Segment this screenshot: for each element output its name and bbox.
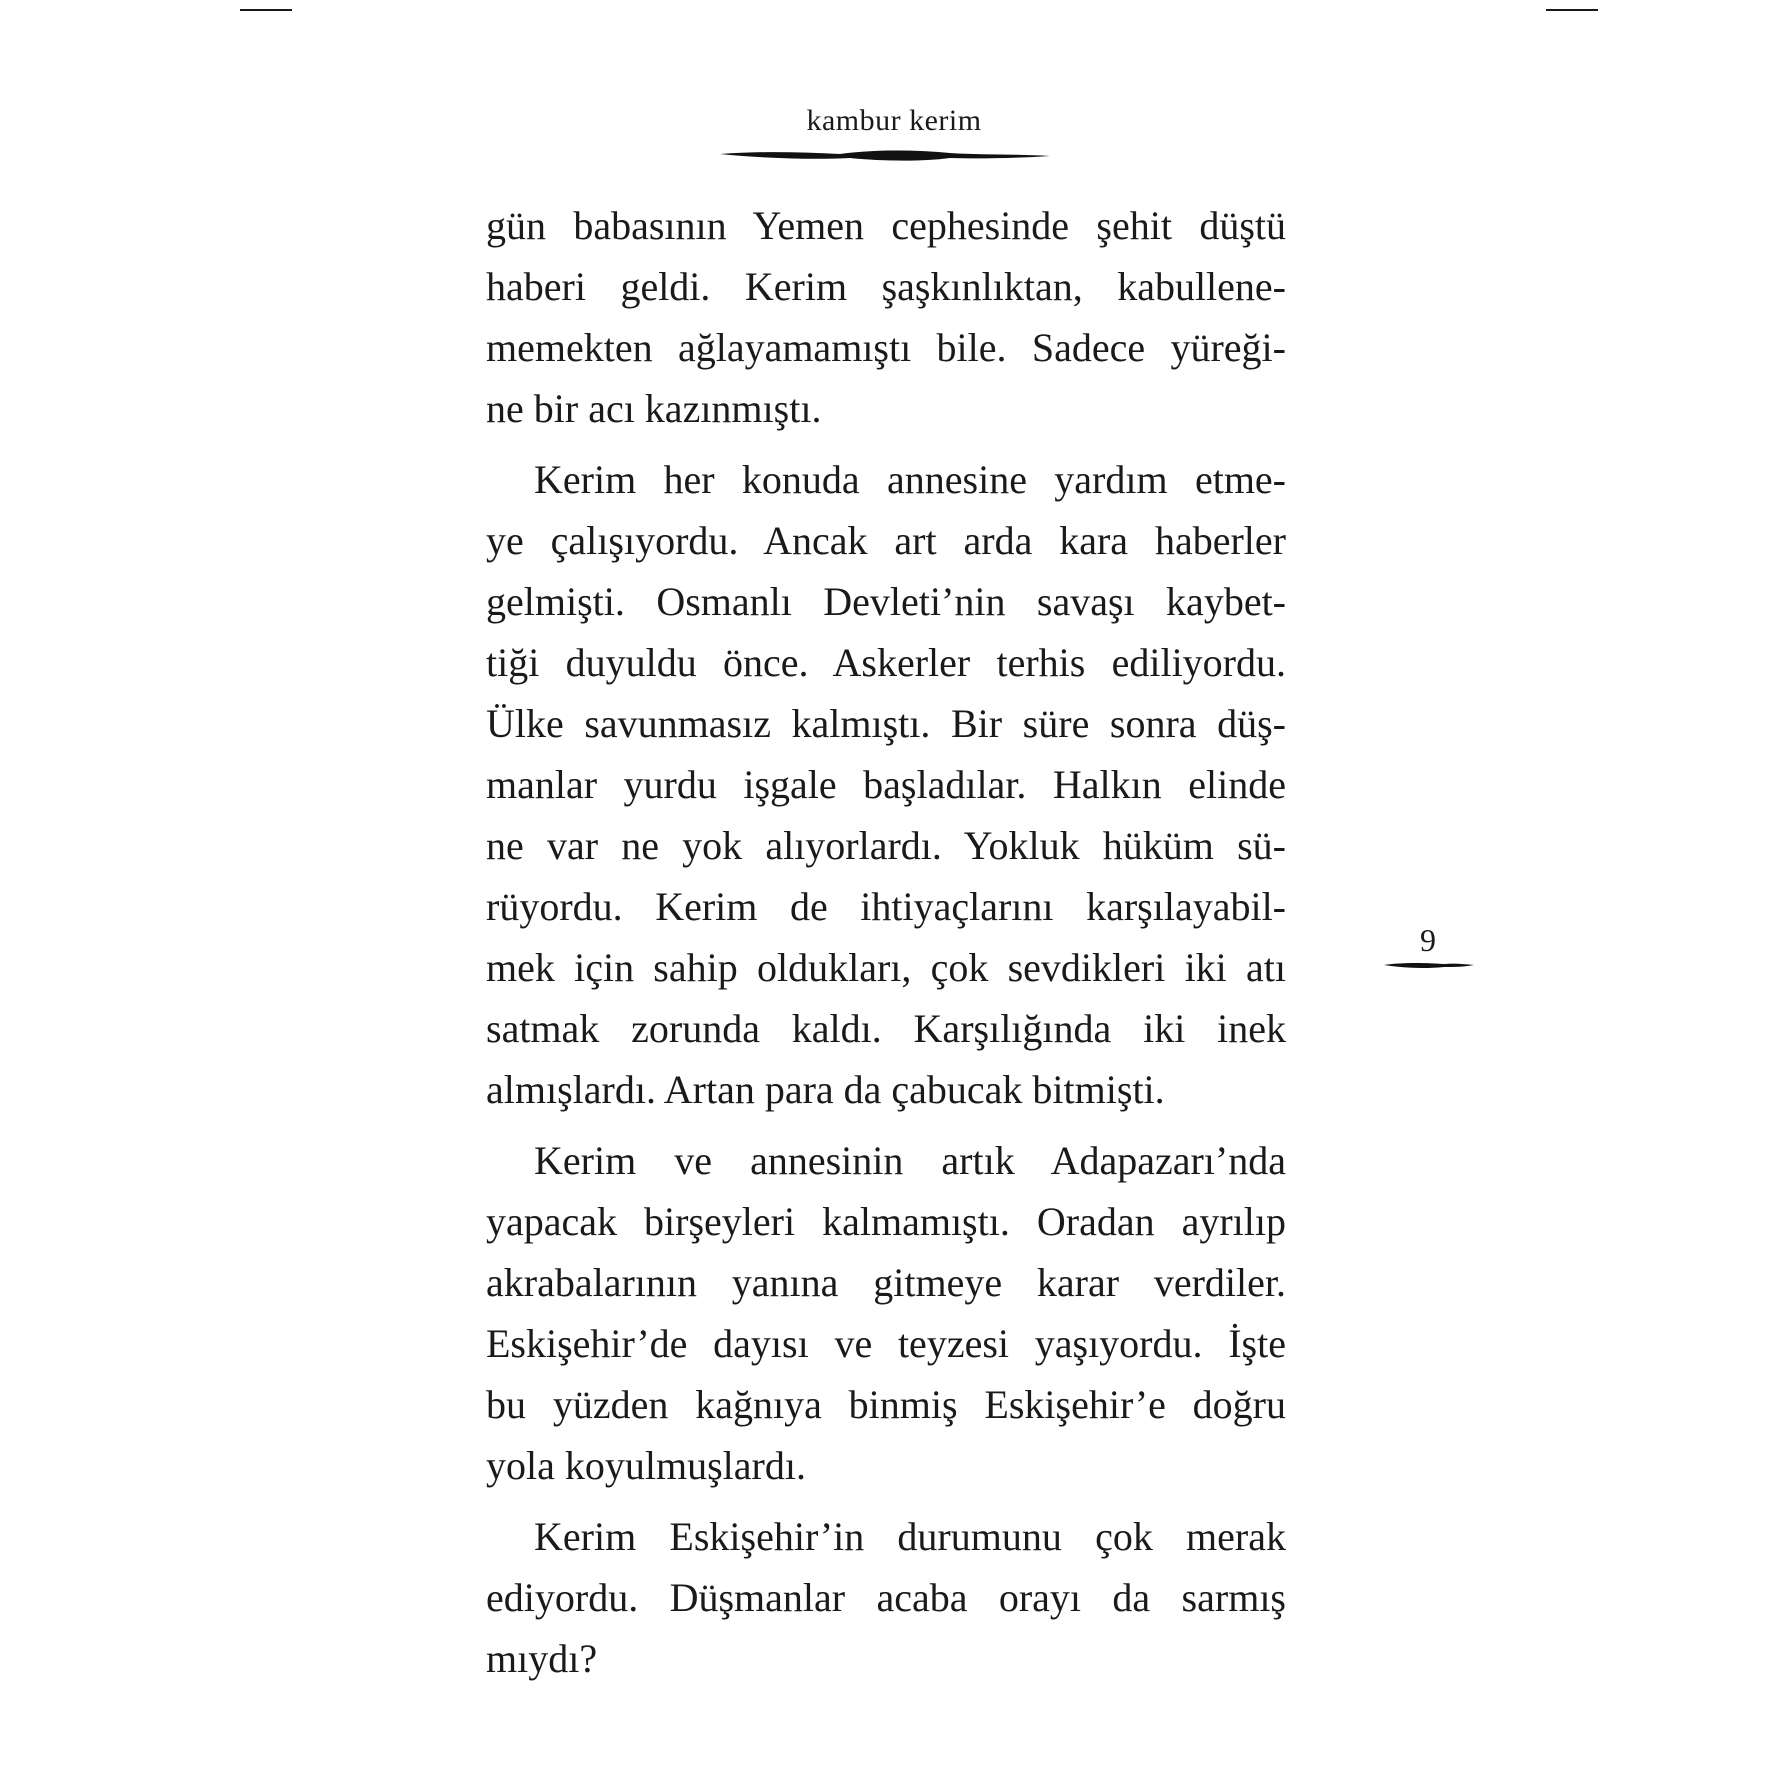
page-number: 9 bbox=[1420, 922, 1436, 958]
text-line: Eskişehir’de dayısı ve teyzesi yaşıyordu. İşte bbox=[486, 1321, 1286, 1366]
page-folio bbox=[1384, 922, 1484, 982]
text-line: ye çalışıyordu. Ancak art arda kara haberler bbox=[486, 518, 1286, 563]
text-line: satmak zorunda kaldı. Karşılığında iki inek bbox=[486, 1006, 1286, 1051]
running-head: kambur kerim bbox=[806, 104, 982, 137]
paragraph-3 bbox=[486, 1130, 1286, 1496]
crop-mark-right bbox=[1546, 9, 1598, 11]
text-line: ne var ne yok alıyorlardı. Yokluk hüküm sü- bbox=[486, 823, 1286, 868]
text-line: Ülke savunmasız kalmıştı. Bir süre sonra düş- bbox=[486, 701, 1286, 746]
page-number-brush-stroke bbox=[1384, 958, 1474, 972]
text-line: bu yüzden kağnıya binmiş Eskişehir’e doğru bbox=[486, 1382, 1286, 1427]
text-line: ne bir acı kazınmıştı. bbox=[486, 386, 822, 431]
text-line: haberi geldi. Kerim şaşkınlıktan, kabullene- bbox=[486, 264, 1286, 309]
text-line: manlar yurdu işgale başladılar. Halkın elinde bbox=[486, 762, 1286, 807]
text-line: gelmişti. Osmanlı Devleti’nin savaşı kaybet- bbox=[486, 579, 1286, 624]
text-line: mıydı? bbox=[486, 1636, 598, 1681]
text-line: Kerim her konuda annesine yardım etme- bbox=[534, 457, 1286, 502]
body-text bbox=[486, 195, 1286, 1699]
text-line: gün babasının Yemen cephesinde şehit düştü bbox=[486, 203, 1286, 248]
text-line: yapacak birşeyleri kalmamıştı. Oradan ayrılıp bbox=[486, 1199, 1286, 1244]
paragraph-4 bbox=[486, 1506, 1286, 1689]
paragraph-1 bbox=[486, 195, 1286, 439]
text-line: Kerim Eskişehir’in durumunu çok merak bbox=[534, 1514, 1286, 1559]
text-line: rüyordu. Kerim de ihtiyaçlarını karşılayabil- bbox=[486, 884, 1286, 929]
running-head-brush-stroke bbox=[720, 146, 1050, 166]
text-line: mek için sahip oldukları, çok sevdikleri iki atı bbox=[486, 945, 1286, 990]
text-line: memekten ağlayamamıştı bile. Sadece yüreği- bbox=[486, 325, 1286, 370]
text-line: yola koyulmuşlardı. bbox=[486, 1443, 806, 1488]
text-line: akrabalarının yanına gitmeye karar verdiler. bbox=[486, 1260, 1286, 1305]
text-line: ediyordu. Düşmanlar acaba orayı da sarmış bbox=[486, 1575, 1286, 1620]
text-line: almışlardı. Artan para da çabucak bitmişti. bbox=[486, 1067, 1165, 1112]
text-line: tiği duyuldu önce. Askerler terhis ediliyordu. bbox=[486, 640, 1286, 685]
text-line: Kerim ve annesinin artık Adapazarı’nda bbox=[534, 1138, 1286, 1183]
crop-mark-left bbox=[240, 9, 292, 11]
paragraph-2 bbox=[486, 449, 1286, 1120]
